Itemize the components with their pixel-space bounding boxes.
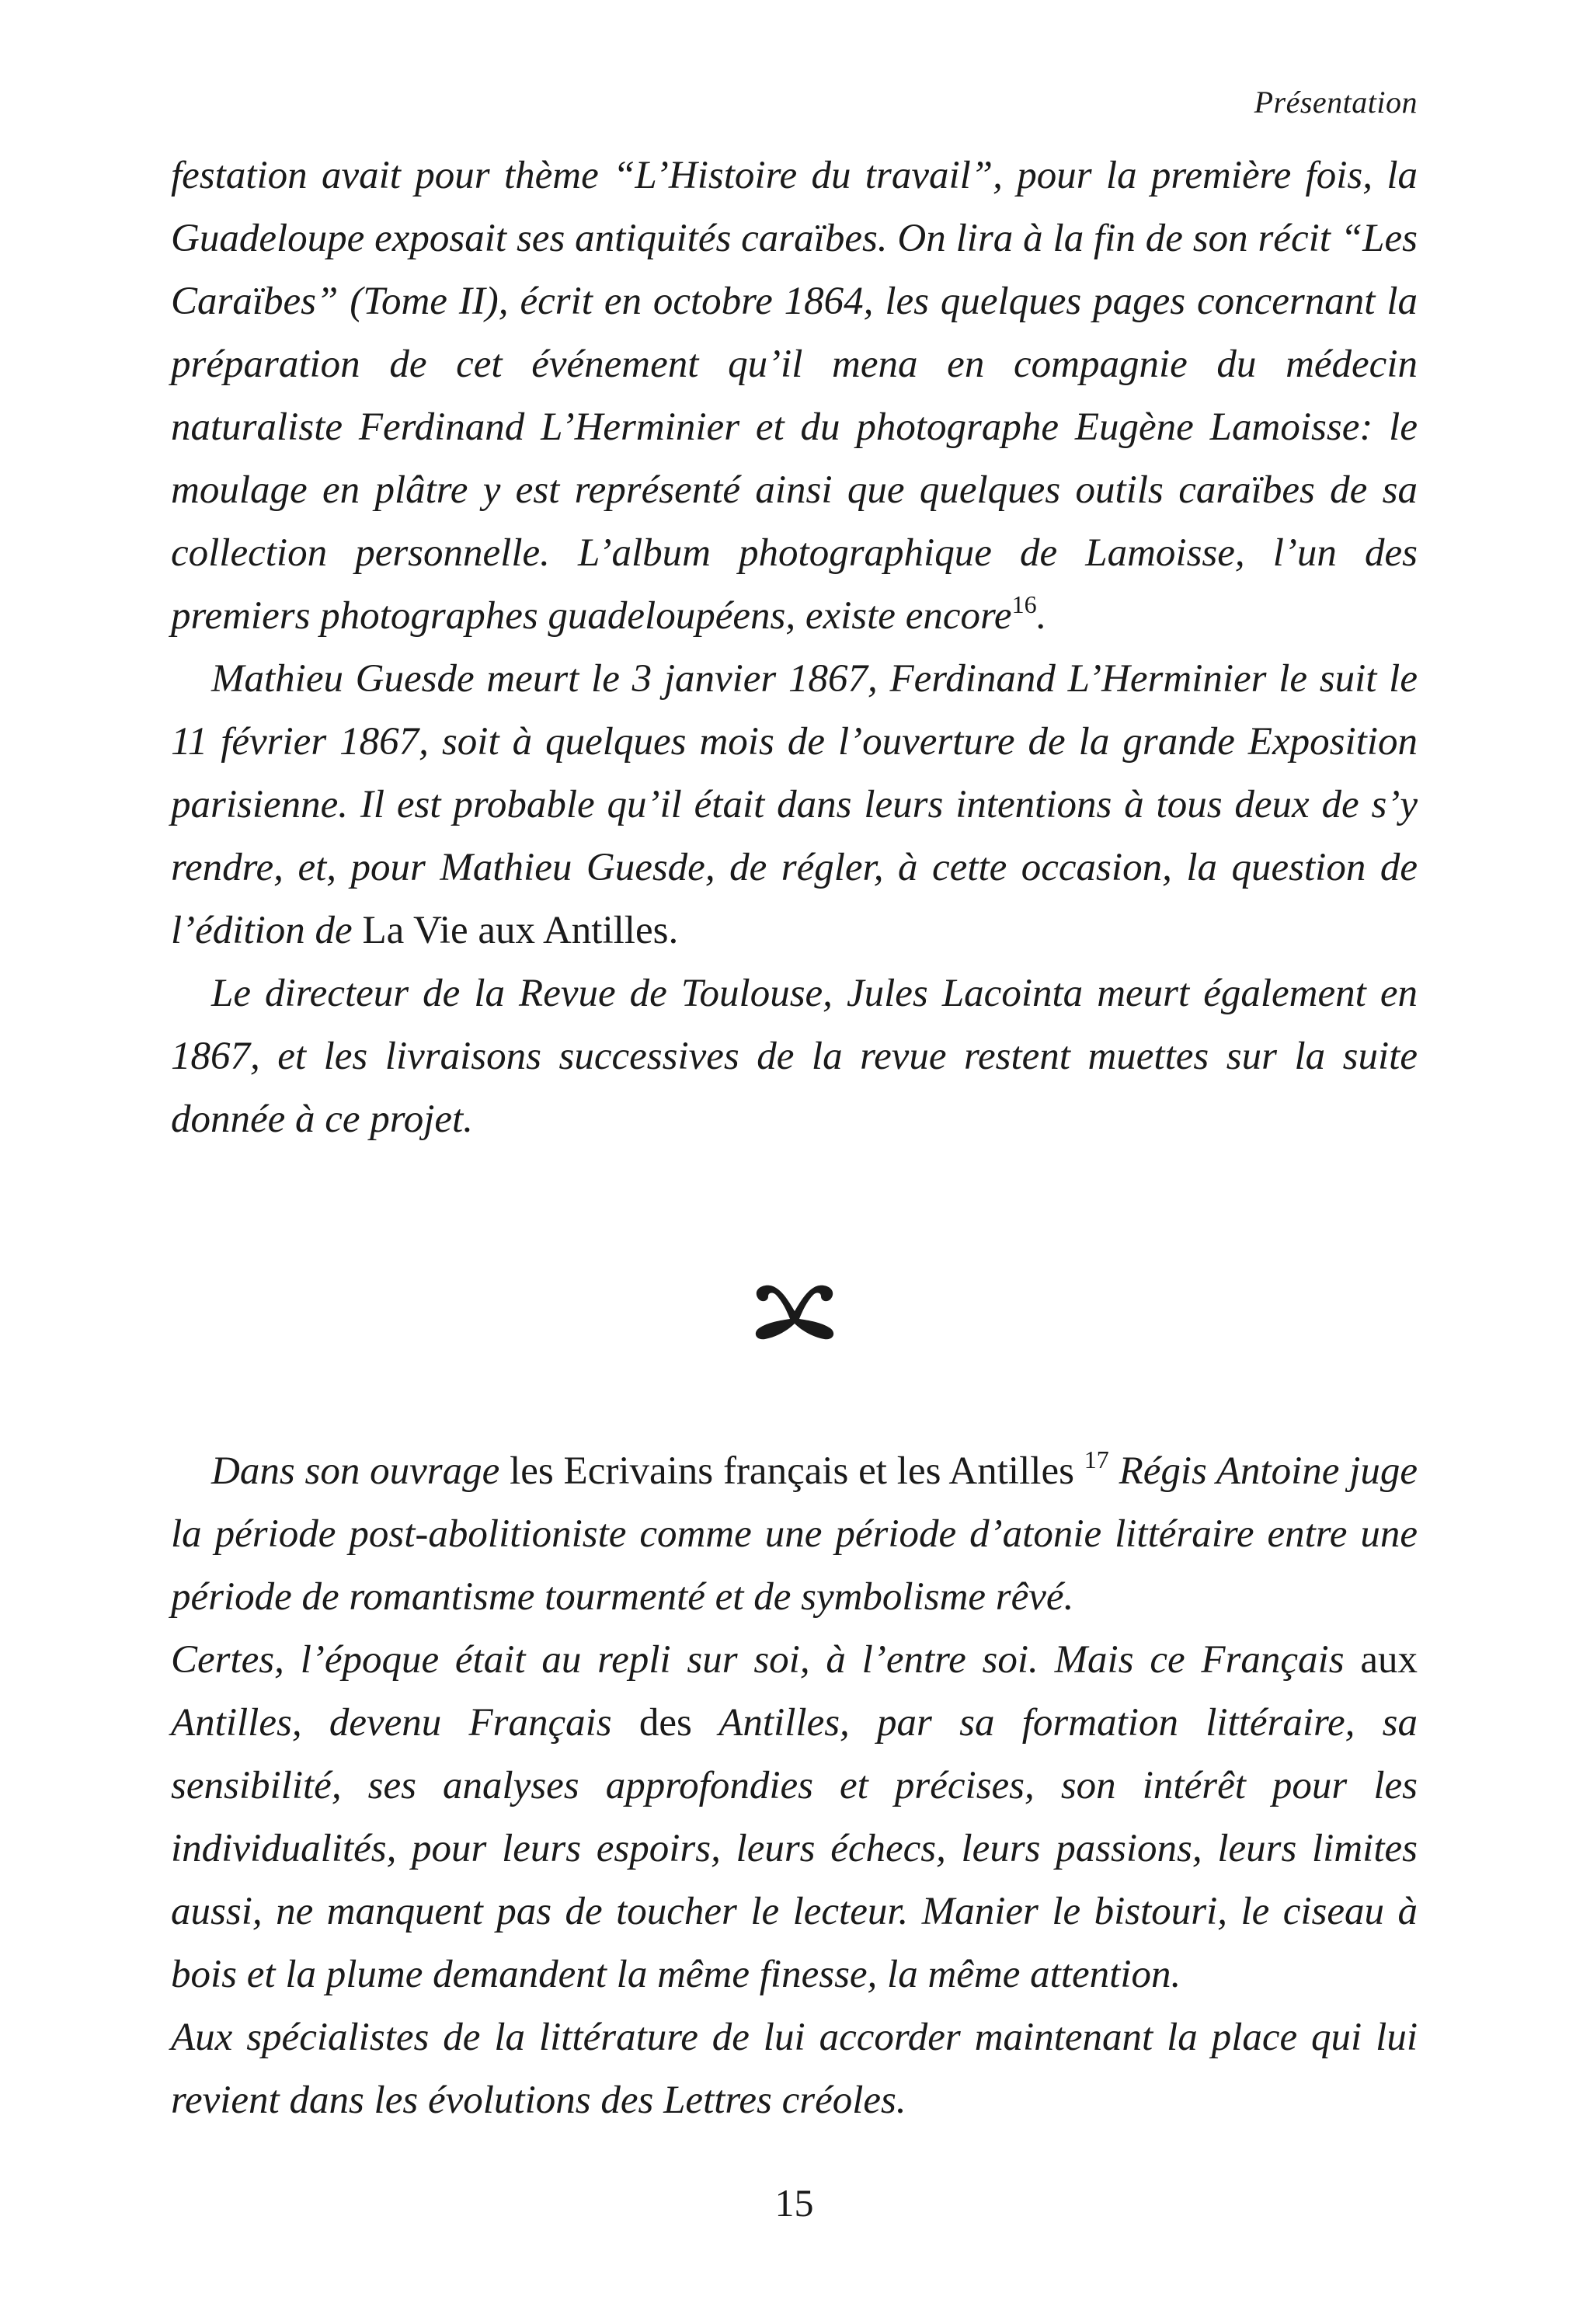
paragraph-text: Antilles, par sa formation littéraire, sa sensibilité, ses analyses approfondies et précises, son intérêt pour les individualités, pour leurs espoirs, leurs échecs, leurs passions, leurs limites aussi, ne manquent pas de toucher le lecteur. Manier le bistouri, le ciseau à bois et la plume demandent la même finesse, la même attention. bbox=[171, 1701, 1418, 1996]
upright-word: des bbox=[638, 1701, 692, 1745]
paragraph-antoine bbox=[171, 1440, 1418, 1629]
punctuation: . bbox=[668, 909, 679, 952]
paragraph-text: Le directeur de la Revue de Toulouse, Jules Lacointa meurt également en 1867, et les livraisons successives de la revue restent muettes sur la suite donnée à ce projet. bbox=[171, 972, 1418, 1141]
text-block-bottom bbox=[171, 1440, 1418, 2132]
paragraph-text: festation avait pour thème “L’Histoire du travail”, pour la première fois, la Guadeloupe exposait ses antiquités caraïbes. On lira à la fin de son récit “Les Caraïbes” (Tome II), écrit en octobre 1864, les quelques pages concernant la préparation de cet événement qu’il mena en compagnie du médecin naturaliste Ferdinand L’Herminier et du photographe Eugène Lamoisse: le moulage en plâtre y est représenté ainsi que quelques outils caraïbes de sa collection personnelle. L’album photographique de Lamoisse, l’un des premiers photographes guadeloupéens, existe encore bbox=[171, 154, 1418, 638]
text-block-top bbox=[171, 144, 1418, 1151]
paragraph-deaths bbox=[171, 648, 1418, 962]
footnote-marker[interactable]: 17 bbox=[1084, 1446, 1109, 1473]
book-page bbox=[171, 0, 1418, 2324]
fleuron-icon bbox=[750, 1280, 839, 1342]
footnote-marker[interactable]: 16 bbox=[1011, 590, 1037, 618]
paragraph-exposition bbox=[171, 144, 1418, 648]
paragraph-text: Dans son ouvrage bbox=[211, 1449, 500, 1493]
paragraph-certes bbox=[171, 1629, 1418, 2006]
paragraph-text: Régis Antoine juge la période post-abolitioniste comme une période d’atonie littéraire entre une période de romantisme tourmenté et de symbolisme rêvé. bbox=[171, 1449, 1418, 1619]
paragraph-text: Aux spécialistes de la littérature de lui accorder maintenant la place qui lui revient dans les évolutions des Lettres créoles. bbox=[171, 2016, 1418, 2122]
paragraph-text: Mathieu Guesde meurt le 3 janvier 1867, Ferdinand L’Herminier le suit le 11 février 1867, soit à quelques mois de l’ouverture de la grande Exposition parisienne. Il est probable qu’il était dans leurs intentions à tous deux de s’y rendre, et, pour Mathieu Guesde, de régler, à cette occasion, la question de l’édition de bbox=[171, 657, 1418, 952]
paragraph-text: Certes, l’époque était au repli sur soi, à l’entre soi. Mais ce Français bbox=[171, 1638, 1345, 1682]
book-title: les Ecrivains français et les Antilles bbox=[510, 1449, 1074, 1493]
paragraph-revue bbox=[171, 962, 1418, 1151]
punctuation: . bbox=[1036, 594, 1047, 638]
paragraph-text: Antilles, devenu Français bbox=[171, 1701, 612, 1745]
running-head: Présentation bbox=[1254, 85, 1418, 120]
book-title: La Vie aux Antilles bbox=[362, 909, 669, 952]
upright-word: aux bbox=[1360, 1638, 1418, 1682]
paragraph-specialistes bbox=[171, 2006, 1418, 2132]
page-number: 15 bbox=[774, 2181, 814, 2225]
